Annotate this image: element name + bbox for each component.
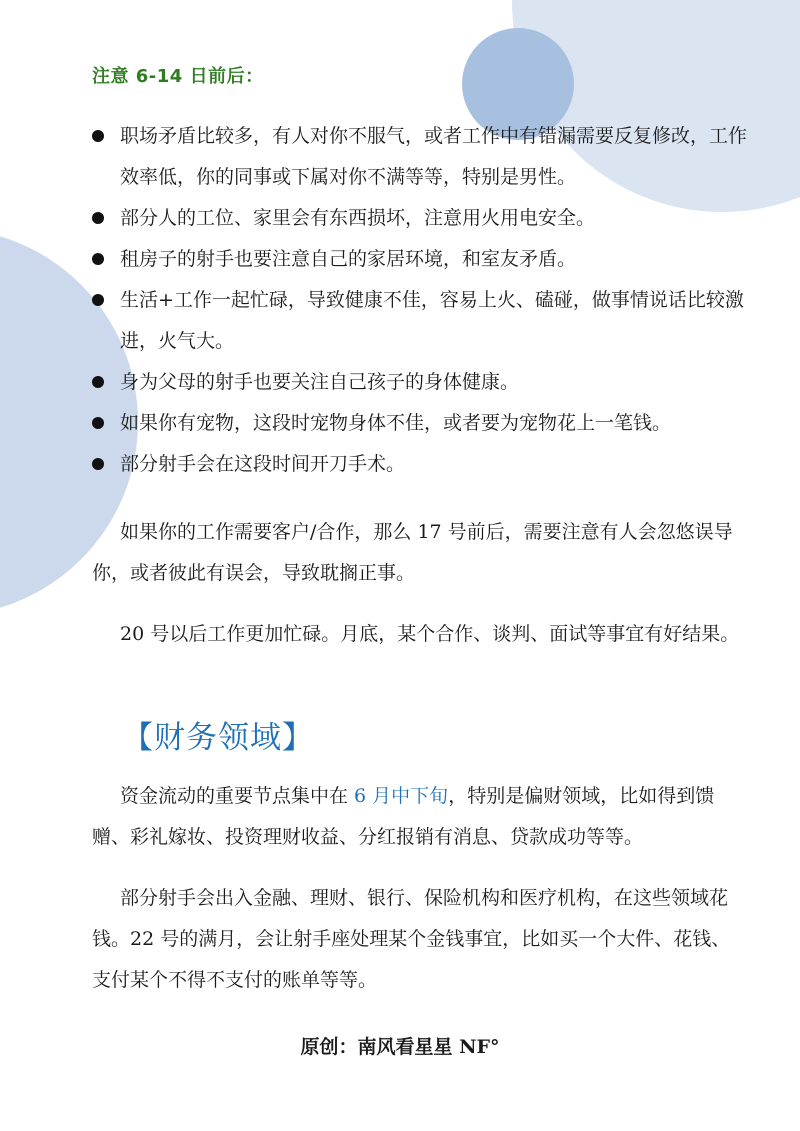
paragraph-finance-spending: 部分射手会出入金融、理财、银行、保险机构和医疗机构，在这些领域花钱。22 号的满月，会让射手座处理某个金钱事宜，比如买一个大件、花钱、支付某个不得不支付的账单等等。	[92, 887, 731, 991]
bullet-icon	[92, 130, 104, 142]
list-item-text: 身为父母的射手也要关注自己孩子的身体健康。	[120, 371, 520, 393]
list-item	[92, 444, 752, 485]
warning-list	[92, 116, 752, 485]
bullet-icon	[92, 376, 104, 388]
list-item	[92, 239, 752, 280]
paragraph-client-warning: 如果你的工作需要客户/合作，那么 17 号前后，需要注意有人会忽悠误导你，或者彼此有误会，导致耽搁正事。	[92, 521, 733, 584]
author-signature: 原创：南风看星星 NF°	[300, 1036, 500, 1058]
highlight-date: 6 月中下旬	[348, 785, 449, 807]
paragraph-work-busy: 20 号以后工作更加忙碌。月底，某个合作、谈判、面试等事宜有好结果。	[120, 623, 740, 645]
section-title-finance: 【财务领域】	[122, 720, 314, 756]
list-item	[92, 198, 752, 239]
list-item-text: 职场矛盾比较多，有人对你不服气，或者工作中有错漏需要反复修改，工作效率低，你的同事或下属对你不满等等，特别是男性。	[120, 125, 748, 188]
bullet-icon	[92, 212, 104, 224]
list-item-text: 生活+工作一起忙碌，导致健康不佳，容易上火、磕碰，做事情说话比较激进，火气大。	[120, 289, 744, 352]
bullet-icon	[92, 458, 104, 470]
list-item-text: 部分射手会在这段时间开刀手术。	[120, 453, 406, 475]
list-item	[92, 362, 752, 403]
list-item-text: 租房子的射手也要注意自己的家居环境，和室友矛盾。	[120, 248, 577, 270]
list-item	[92, 280, 752, 362]
paragraph-text: 资金流动的重要节点集中在	[120, 785, 349, 807]
bullet-icon	[92, 294, 104, 306]
list-item	[92, 403, 752, 444]
note-heading: 注意 6-14 日前后：	[92, 66, 264, 87]
list-item	[92, 116, 752, 198]
bullet-icon	[92, 253, 104, 265]
paragraph-finance-flow	[92, 776, 740, 858]
bullet-icon	[92, 417, 104, 429]
paragraph-text: ，特别是偏财领域，比如得到馈赠、彩礼嫁妆、投资理财收益、分红报销有消息、贷款成功等等。	[92, 785, 715, 848]
list-item-text: 如果你有宠物，这段时宠物身体不佳，或者要为宠物花上一笔钱。	[120, 412, 672, 434]
list-item-text: 部分人的工位、家里会有东西损坏，注意用火用电安全。	[120, 207, 596, 229]
